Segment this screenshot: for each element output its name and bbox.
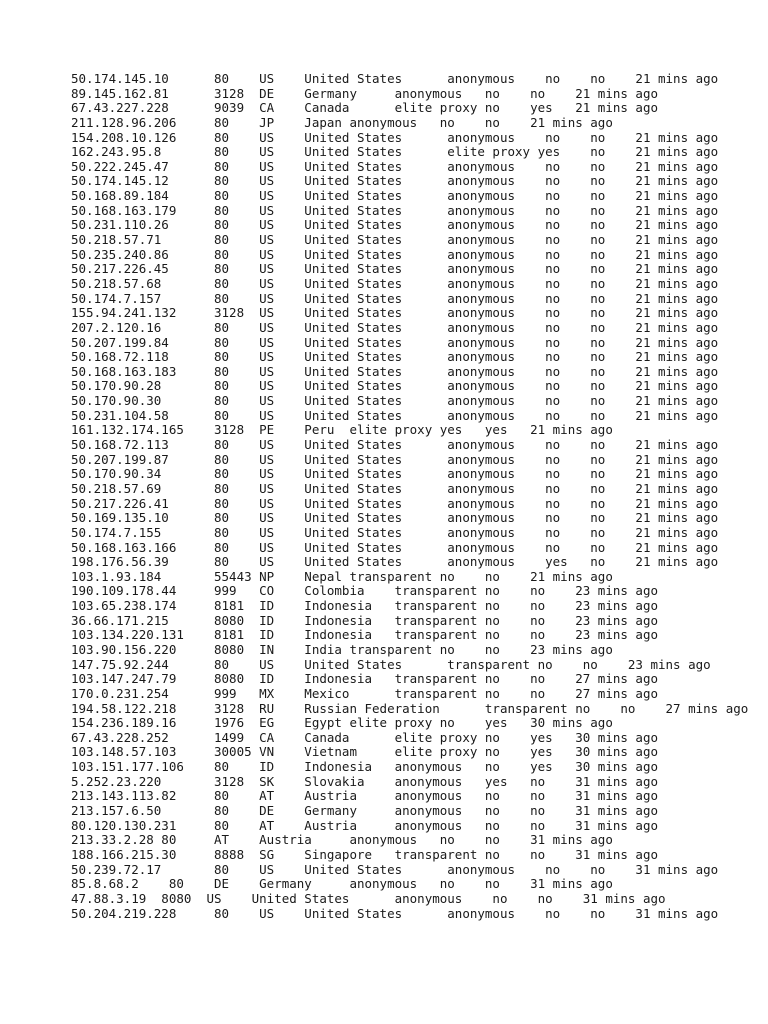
proxy-row: 50.174.7.155 80 US United States anonymous no no 21 mins ago [71, 524, 719, 540]
proxy-row: 50.174.7.157 80 US United States anonymous no no 21 mins ago [71, 290, 719, 306]
proxy-row: 50.170.90.34 80 US United States anonymous no no 21 mins ago [71, 466, 719, 482]
proxy-row: 50.170.90.28 80 US United States anonymous no no 21 mins ago [71, 378, 719, 394]
proxy-row: 188.166.215.30 8888 SG Singapore transparent no no 31 mins ago [71, 846, 658, 862]
proxy-row: 47.88.3.19 8080 US United States anonymous no no 31 mins ago [71, 890, 666, 906]
proxy-row: 50.168.89.184 80 US United States anonymous no no 21 mins ago [71, 188, 719, 204]
proxy-row: 154.236.189.16 1976 EG Egypt elite proxy no yes 30 mins ago [71, 715, 613, 731]
proxy-row: 50.207.199.84 80 US United States anonymous no no 21 mins ago [71, 334, 719, 350]
proxy-row: 198.176.56.39 80 US United States anonymous yes no 21 mins ago [71, 554, 719, 570]
proxy-row: 50.168.163.179 80 US United States anonymous no no 21 mins ago [71, 202, 719, 218]
proxy-row: 103.148.57.103 30005 VN Vietnam elite proxy no yes 30 mins ago [71, 744, 658, 760]
proxy-row: 194.58.122.218 3128 RU Russian Federation transparent no no 27 mins ago [71, 700, 749, 716]
proxy-row: 50.204.219.228 80 US United States anonymous no no 31 mins ago [71, 905, 719, 921]
proxy-row: 213.33.2.28 80 AT Austria anonymous no no 31 mins ago [71, 832, 613, 848]
proxy-row: 50.207.199.87 80 US United States anonymous no no 21 mins ago [71, 451, 719, 467]
proxy-row: 103.134.220.131 8181 ID Indonesia transparent no no 23 mins ago [71, 627, 658, 643]
proxy-row: 103.65.238.174 8181 ID Indonesia transparent no no 23 mins ago [71, 598, 658, 614]
proxy-row: 67.43.228.252 1499 CA Canada elite proxy no yes 30 mins ago [71, 729, 658, 745]
proxy-row: 50.218.57.71 80 US United States anonymous no no 21 mins ago [71, 232, 719, 248]
proxy-row: 103.1.93.184 55443 NP Nepal transparent no no 21 mins ago [71, 568, 613, 584]
proxy-row: 155.94.241.132 3128 US United States anonymous no no 21 mins ago [71, 305, 719, 321]
proxy-row: 5.252.23.220 3128 SK Slovakia anonymous yes no 31 mins ago [71, 773, 658, 789]
proxy-list [71, 71, 749, 921]
proxy-row: 211.128.96.206 80 JP Japan anonymous no no 21 mins ago [71, 114, 613, 130]
proxy-row: 162.243.95.8 80 US United States elite proxy yes no 21 mins ago [71, 144, 719, 160]
proxy-row: 147.75.92.244 80 US United States transparent no no 23 mins ago [71, 656, 711, 672]
proxy-row: 50.169.135.10 80 US United States anonymous no no 21 mins ago [71, 510, 719, 526]
proxy-row: 50.235.240.86 80 US United States anonymous no no 21 mins ago [71, 246, 719, 262]
proxy-row: 50.174.145.10 80 US United States anonymous no no 21 mins ago [71, 71, 719, 86]
proxy-row: 50.218.57.68 80 US United States anonymous no no 21 mins ago [71, 275, 719, 291]
proxy-row: 89.145.162.81 3128 DE Germany anonymous no no 21 mins ago [71, 85, 658, 101]
proxy-row: 103.90.156.220 8080 IN India transparent no no 23 mins ago [71, 641, 613, 657]
proxy-row: 50.168.163.183 80 US United States anonymous no no 21 mins ago [71, 363, 719, 379]
proxy-row: 80.120.130.231 80 AT Austria anonymous no no 31 mins ago [71, 817, 658, 833]
proxy-row: 67.43.227.228 9039 CA Canada elite proxy no yes 21 mins ago [71, 100, 658, 116]
proxy-row: 50.174.145.12 80 US United States anonymous no no 21 mins ago [71, 173, 719, 189]
proxy-row: 207.2.120.16 80 US United States anonymous no no 21 mins ago [71, 319, 719, 335]
proxy-row: 50.217.226.41 80 US United States anonymous no no 21 mins ago [71, 495, 719, 511]
proxy-row: 50.239.72.17 80 US United States anonymous no no 31 mins ago [71, 861, 719, 877]
proxy-row: 36.66.171.215 8080 ID Indonesia transparent no no 23 mins ago [71, 612, 658, 628]
proxy-row: 213.143.113.82 80 AT Austria anonymous no no 31 mins ago [71, 788, 658, 804]
proxy-row: 50.218.57.69 80 US United States anonymous no no 21 mins ago [71, 480, 719, 496]
proxy-row: 103.151.177.106 80 ID Indonesia anonymous no yes 30 mins ago [71, 759, 658, 775]
proxy-row: 190.109.178.44 999 CO Colombia transparent no no 23 mins ago [71, 583, 658, 599]
proxy-row: 50.222.245.47 80 US United States anonymous no no 21 mins ago [71, 158, 719, 174]
proxy-row: 161.132.174.165 3128 PE Peru elite proxy yes yes 21 mins ago [71, 422, 613, 438]
proxy-row: 85.8.68.2 80 DE Germany anonymous no no 31 mins ago [71, 876, 613, 892]
proxy-row: 50.217.226.45 80 US United States anonymous no no 21 mins ago [71, 261, 719, 277]
proxy-row: 103.147.247.79 8080 ID Indonesia transparent no no 27 mins ago [71, 671, 658, 687]
proxy-row: 50.231.110.26 80 US United States anonymous no no 21 mins ago [71, 217, 719, 233]
proxy-row: 170.0.231.254 999 MX Mexico transparent no no 27 mins ago [71, 685, 658, 701]
proxy-row: 213.157.6.50 80 DE Germany anonymous no no 31 mins ago [71, 803, 658, 819]
proxy-row: 50.170.90.30 80 US United States anonymous no no 21 mins ago [71, 393, 719, 409]
proxy-row: 50.168.72.113 80 US United States anonymous no no 21 mins ago [71, 437, 719, 453]
proxy-row: 50.168.72.118 80 US United States anonymous no no 21 mins ago [71, 349, 719, 365]
proxy-row: 50.231.104.58 80 US United States anonymous no no 21 mins ago [71, 407, 719, 423]
proxy-row: 50.168.163.166 80 US United States anonymous no no 21 mins ago [71, 539, 719, 555]
proxy-row: 154.208.10.126 80 US United States anonymous no no 21 mins ago [71, 129, 719, 145]
